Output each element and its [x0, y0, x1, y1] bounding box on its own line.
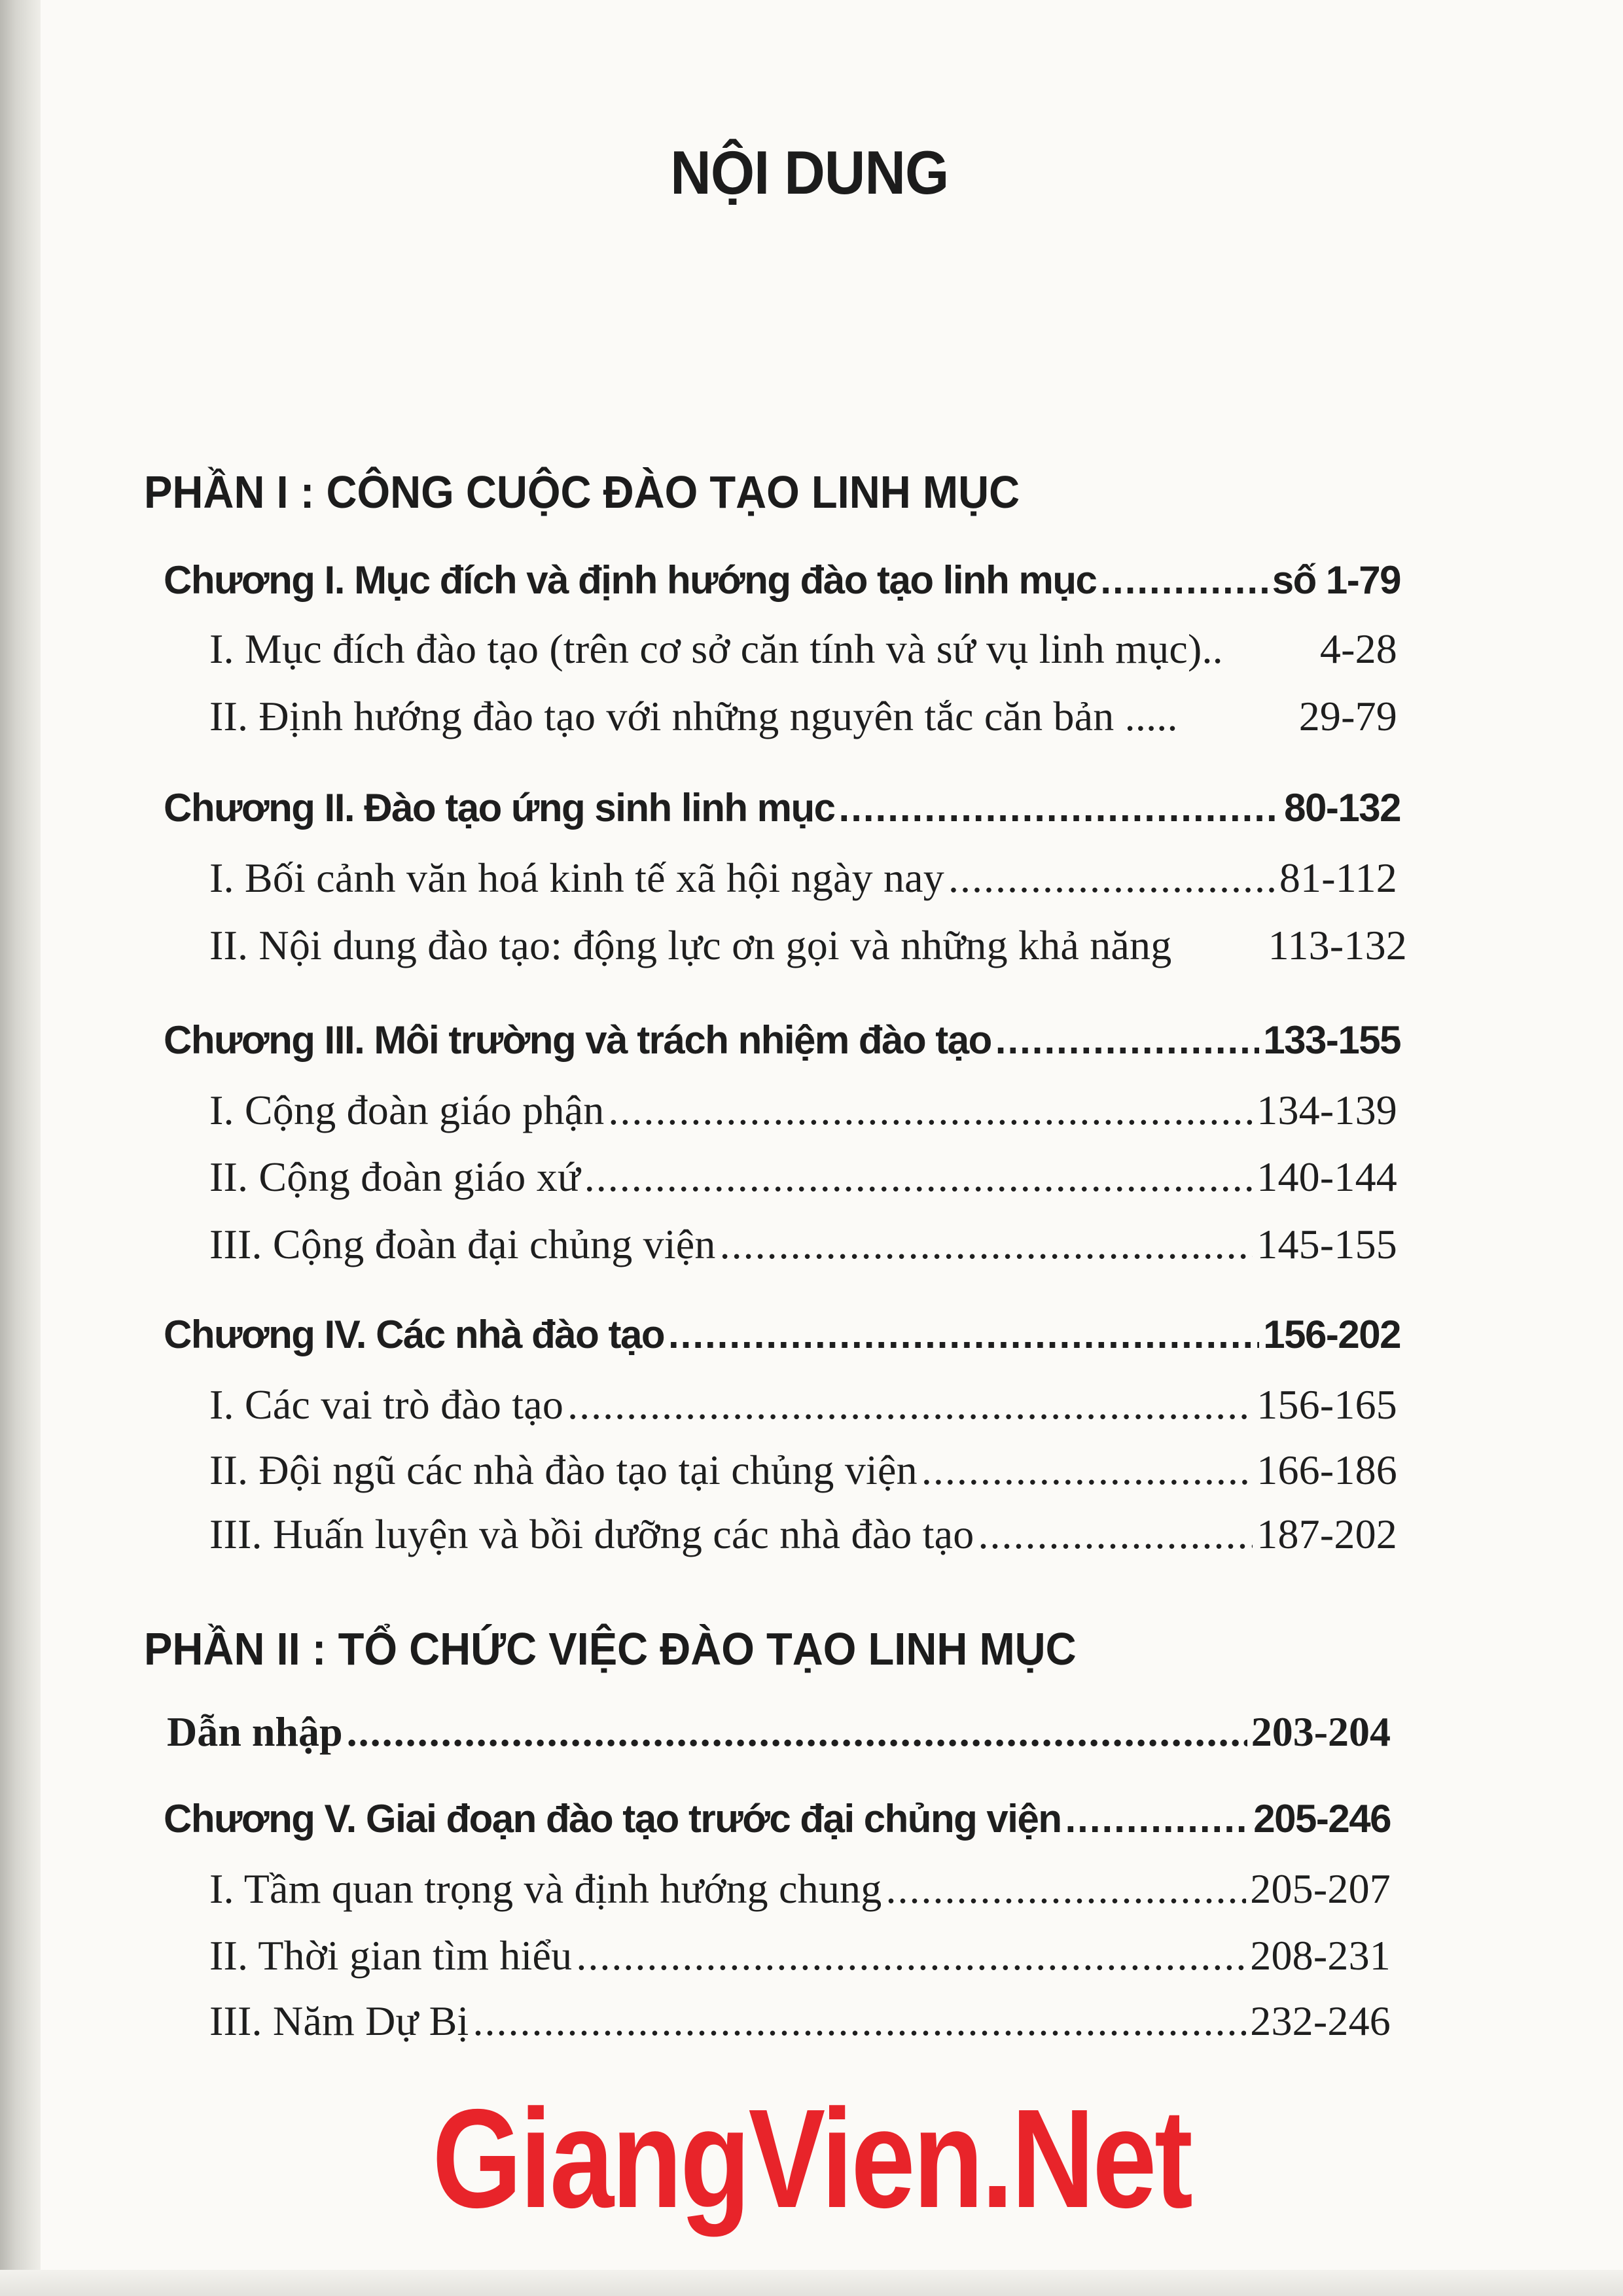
section-title: I. Mục đích đào tạo (trên cơ sở căn tính và sứ vụ linh mục)..	[209, 626, 1223, 672]
chapter-2-pages: 80-132	[1284, 786, 1400, 830]
introduction-title: Dẫn nhập	[167, 1708, 343, 1755]
chapter-1-section-2	[209, 692, 1397, 741]
dot-leader	[608, 1086, 1253, 1135]
section-pages: 4-28	[1319, 626, 1397, 672]
dot-leader	[584, 1153, 1253, 1201]
dot-leader	[995, 1017, 1260, 1063]
section-pages: 232-246	[1250, 1998, 1391, 2044]
chapter-3-section-3	[209, 1220, 1397, 1269]
section-pages: 205-207	[1250, 1865, 1391, 1912]
part-1-heading: PHẦN I : CÔNG CUỘC ĐÀO TẠO LINH MỤC	[144, 467, 1020, 518]
chapter-4-section-3	[209, 1510, 1397, 1559]
section-pages: 208-231	[1250, 1932, 1391, 1979]
dot-leader	[921, 1446, 1253, 1494]
section-pages: 166-186	[1257, 1447, 1397, 1493]
section-title: I. Tầm quan trọng và định hướng chung	[209, 1865, 882, 1912]
dot-leader	[567, 1381, 1253, 1429]
section-pages: 134-139	[1257, 1087, 1397, 1133]
dot-leader	[839, 785, 1281, 830]
chapter-2-section-1	[209, 854, 1397, 902]
section-pages: 140-144	[1257, 1154, 1397, 1200]
section-title: I. Cộng đoàn giáo phận	[209, 1087, 605, 1133]
chapter-4-section-2	[209, 1446, 1397, 1494]
chapter-1-section-1	[209, 625, 1397, 673]
page-title: NỘI DUNG	[670, 138, 949, 207]
section-title: II. Định hướng đào tạo với những nguyên tắc căn bản .....	[209, 693, 1178, 739]
chapter-1-entry	[164, 557, 1400, 603]
dot-leader	[668, 1312, 1259, 1357]
section-title: I. Các vai trò đào tạo	[209, 1381, 564, 1428]
dot-leader	[948, 854, 1275, 902]
chapter-4-section-1	[209, 1381, 1397, 1429]
chapter-5-title: Chương V. Giai đoạn đào tạo trước đại chủng viện	[164, 1797, 1061, 1841]
chapter-1-title: Chương I. Mục đích và định hướng đào tạo linh mục	[164, 558, 1097, 602]
chapter-2-title: Chương II. Đào tạo ứng sinh linh mục	[164, 786, 835, 830]
dot-leader	[473, 1997, 1247, 2045]
watermark-logo: GiangVien.Net	[432, 2079, 1191, 2237]
section-pages: 156-165	[1257, 1381, 1397, 1428]
chapter-2-entry	[164, 785, 1400, 830]
chapter-3-pages: 133-155	[1263, 1018, 1400, 1062]
section-pages: 113-132	[1268, 922, 1407, 968]
section-pages: 187-202	[1257, 1511, 1397, 1557]
chapter-4-title: Chương IV. Các nhà đào tạo	[164, 1313, 664, 1356]
section-title: II. Nội dung đào tạo: động lực ơn gọi và những khả năng	[209, 922, 1172, 968]
page-bottom-edge	[0, 2270, 1623, 2296]
section-pages: 29-79	[1298, 693, 1397, 739]
section-title: III. Huấn luyện và bồi dưỡng các nhà đào tạo	[209, 1511, 974, 1557]
page-binding-edge	[0, 0, 41, 2296]
section-title: III. Cộng đoàn đại chủng viện	[209, 1221, 716, 1267]
chapter-4-pages: 156-202	[1263, 1313, 1400, 1356]
section-pages: 81-112	[1279, 855, 1397, 901]
chapter-2-section-2	[209, 921, 1407, 970]
chapter-3-section-2	[209, 1153, 1397, 1201]
chapter-5-pages: 205-246	[1253, 1797, 1391, 1841]
part-2-heading: PHẦN II : TỔ CHỨC VIỆC ĐÀO TẠO LINH MỤC	[144, 1623, 1077, 1674]
dot-leader	[978, 1510, 1253, 1559]
section-title: I. Bối cảnh văn hoá kinh tế xã hội ngày nay	[209, 855, 944, 901]
section-title: II. Thời gian tìm hiểu	[209, 1932, 573, 1979]
section-title: II. Cộng đoàn giáo xứ	[209, 1154, 580, 1200]
chapter-1-pages: số 1-79	[1272, 558, 1400, 602]
dot-leader	[1065, 1796, 1250, 1841]
section-title: III. Năm Dự Bị	[209, 1998, 469, 2044]
chapter-4-entry	[164, 1312, 1400, 1357]
chapter-3-title: Chương III. Môi trường và trách nhiệm đào tạo	[164, 1018, 991, 1062]
chapter-5-section-2	[209, 1932, 1391, 1980]
section-pages: 145-155	[1257, 1221, 1397, 1267]
chapter-5-entry	[164, 1796, 1391, 1841]
dot-leader	[1100, 557, 1268, 603]
chapter-3-entry	[164, 1017, 1400, 1063]
dot-leader	[720, 1220, 1253, 1269]
chapter-5-section-1	[209, 1865, 1391, 1913]
dot-leader	[347, 1708, 1247, 1756]
chapter-5-section-3	[209, 1997, 1391, 2045]
chapter-3-section-1	[209, 1086, 1397, 1135]
dot-leader	[885, 1865, 1246, 1913]
introduction-entry	[167, 1708, 1391, 1756]
dot-leader	[576, 1932, 1246, 1980]
introduction-pages: 203-204	[1251, 1708, 1391, 1755]
section-title: II. Đội ngũ các nhà đào tạo tại chủng viện	[209, 1447, 918, 1493]
